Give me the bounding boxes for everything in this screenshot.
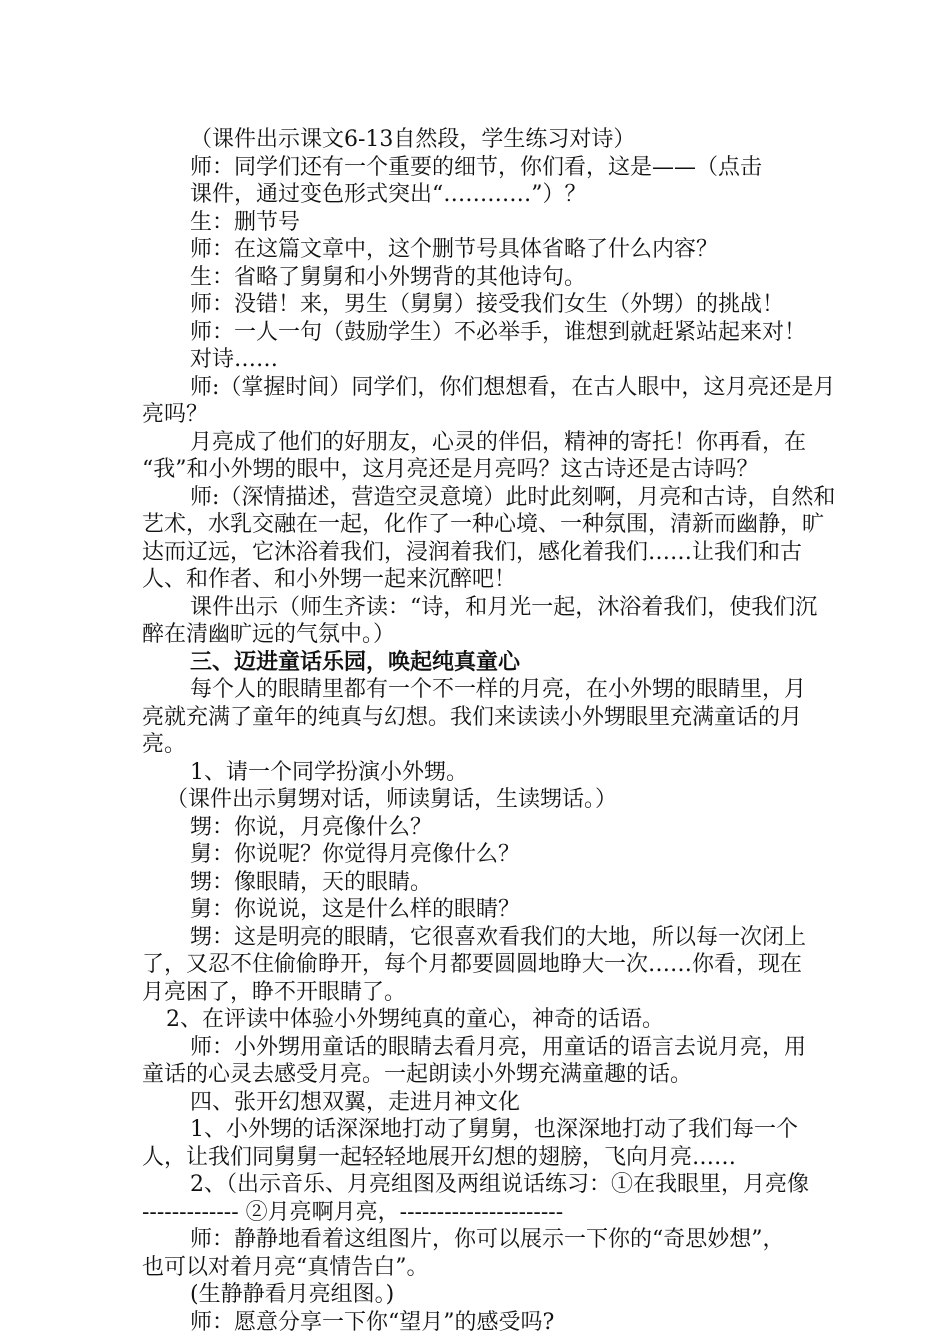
text-line: 四、张开幻想双翼，走进月神文化: [190, 1089, 521, 1115]
text-line: 人、和作者、和小外甥一起来沉醉吧！: [142, 567, 517, 592]
text-line: 师:（掌握时间）同学们，你们想想看，在古人眼中，这月亮还是月: [190, 374, 836, 400]
text-line: （课件出示课文6-13自然段，学生练习对诗）: [190, 127, 636, 152]
text-line: 1、小外甥的话深深地打动了舅舅，也深深地打动了我们每一个: [190, 1117, 798, 1142]
text-line: 达而辽远，它沐浴着我们，浸润着我们，感化着我们……让我们和古: [142, 539, 803, 565]
text-line: 月亮成了他们的好朋友，心灵的伴侣，精神的寄托！你再看，在: [190, 429, 807, 455]
text-line: 师：在这篇文章中，这个删节号具体省略了什么内容？: [190, 237, 719, 262]
text-line: “我”和小外甥的眼中，这月亮还是月亮吗？这古诗还是古诗吗？: [142, 457, 759, 482]
text-line: 甥：像眼睛，天的眼睛。: [190, 869, 433, 895]
text-line: 月亮困了，睁不开眼睛了。: [142, 979, 407, 1005]
text-line: 生：删节号: [190, 209, 301, 235]
text-line: 2、（出示音乐、月亮组图及两组说话练习：①在我眼里，月亮像: [190, 1172, 809, 1197]
text-line: 舅：你说说，这是什么样的眼睛？: [190, 897, 521, 922]
text-line: 师：静静地看着这组图片，你可以展示一下你的“奇思妙想”，: [190, 1227, 785, 1252]
text-line: 生：省略了舅舅和小外甥背的其他诗句。: [190, 264, 587, 290]
text-line: 人，让我们同舅舅一起轻轻地展开幻想的翅膀，飞向月亮……: [142, 1144, 737, 1170]
text-line: 了，又忍不住偷偷睁开，每个月都要圆圆地睁大一次……你看，现在: [142, 952, 803, 977]
text-line: 舅：你说呢？你觉得月亮像什么？: [190, 842, 521, 867]
text-line: 师:（深情描述，营造空灵意境）此时此刻啊，月亮和古诗，自然和: [190, 484, 836, 510]
text-line: 师：愿意分享一下你“望月”的感受吗?: [190, 1309, 555, 1335]
text-line: 师：小外甥用童话的眼睛去看月亮，用童话的语言去说月亮，用: [190, 1034, 807, 1060]
text-line: ------------- ②月亮啊月亮，----------------------: [142, 1199, 564, 1225]
text-line: 师：没错！来，男生（舅舅）接受我们女生（外甥）的挑战！: [190, 292, 785, 317]
text-line: （课件出示舅甥对话，师读舅话，生读甥话。）: [166, 787, 618, 812]
text-line: 课件出示（师生齐读：“诗，和月光一起，沐浴着我们，使我们沉: [190, 594, 818, 620]
text-line: 甥：你说，月亮像什么？: [190, 814, 433, 840]
section-heading: 三、迈进童话乐园，唤起纯真童心: [190, 648, 521, 675]
text-line: 童话的心灵去感受月亮。一起朗读小外甥充满童趣的话。: [142, 1062, 693, 1087]
text-line: 也可以对着月亮“真情告白”。: [142, 1254, 429, 1280]
text-line: 亮。: [142, 732, 187, 757]
text-line: 甥：这是明亮的眼睛，它很喜欢看我们的大地，所以每一次闭上: [190, 924, 807, 950]
text-line: 艺术，水乳交融在一起，化作了一种心境、一种氛围，清新而幽静，旷: [142, 512, 825, 537]
text-line: 课件，通过变色形式突出“…………”）？: [190, 182, 587, 207]
document-body: [142, 126, 836, 1336]
text-line: 亮就充满了童年的纯真与幻想。我们来读读小外甥眼里充满童话的月: [142, 704, 803, 730]
text-line: 每个人的眼睛里都有一个不一样的月亮，在小外甥的眼睛里，月: [190, 677, 807, 702]
text-line: 师：一人一句（鼓励学生）不必举手，谁想到就赶紧站起来对！: [190, 319, 807, 345]
text-line: 醉在清幽旷远的气氛中。）: [142, 622, 396, 647]
text-line: 师：同学们还有一个重要的细节，你们看，这是——（点击: [190, 154, 763, 180]
text-line: 2、在评读中体验小外甥纯真的童心，神奇的话语。: [166, 1007, 664, 1032]
text-line: 亮吗？: [142, 402, 209, 427]
text-line: 对诗……: [190, 347, 279, 372]
text-line: 1、请一个同学扮演小外甥。: [190, 759, 468, 785]
text-line: (生静静看月亮组图。): [190, 1282, 395, 1307]
